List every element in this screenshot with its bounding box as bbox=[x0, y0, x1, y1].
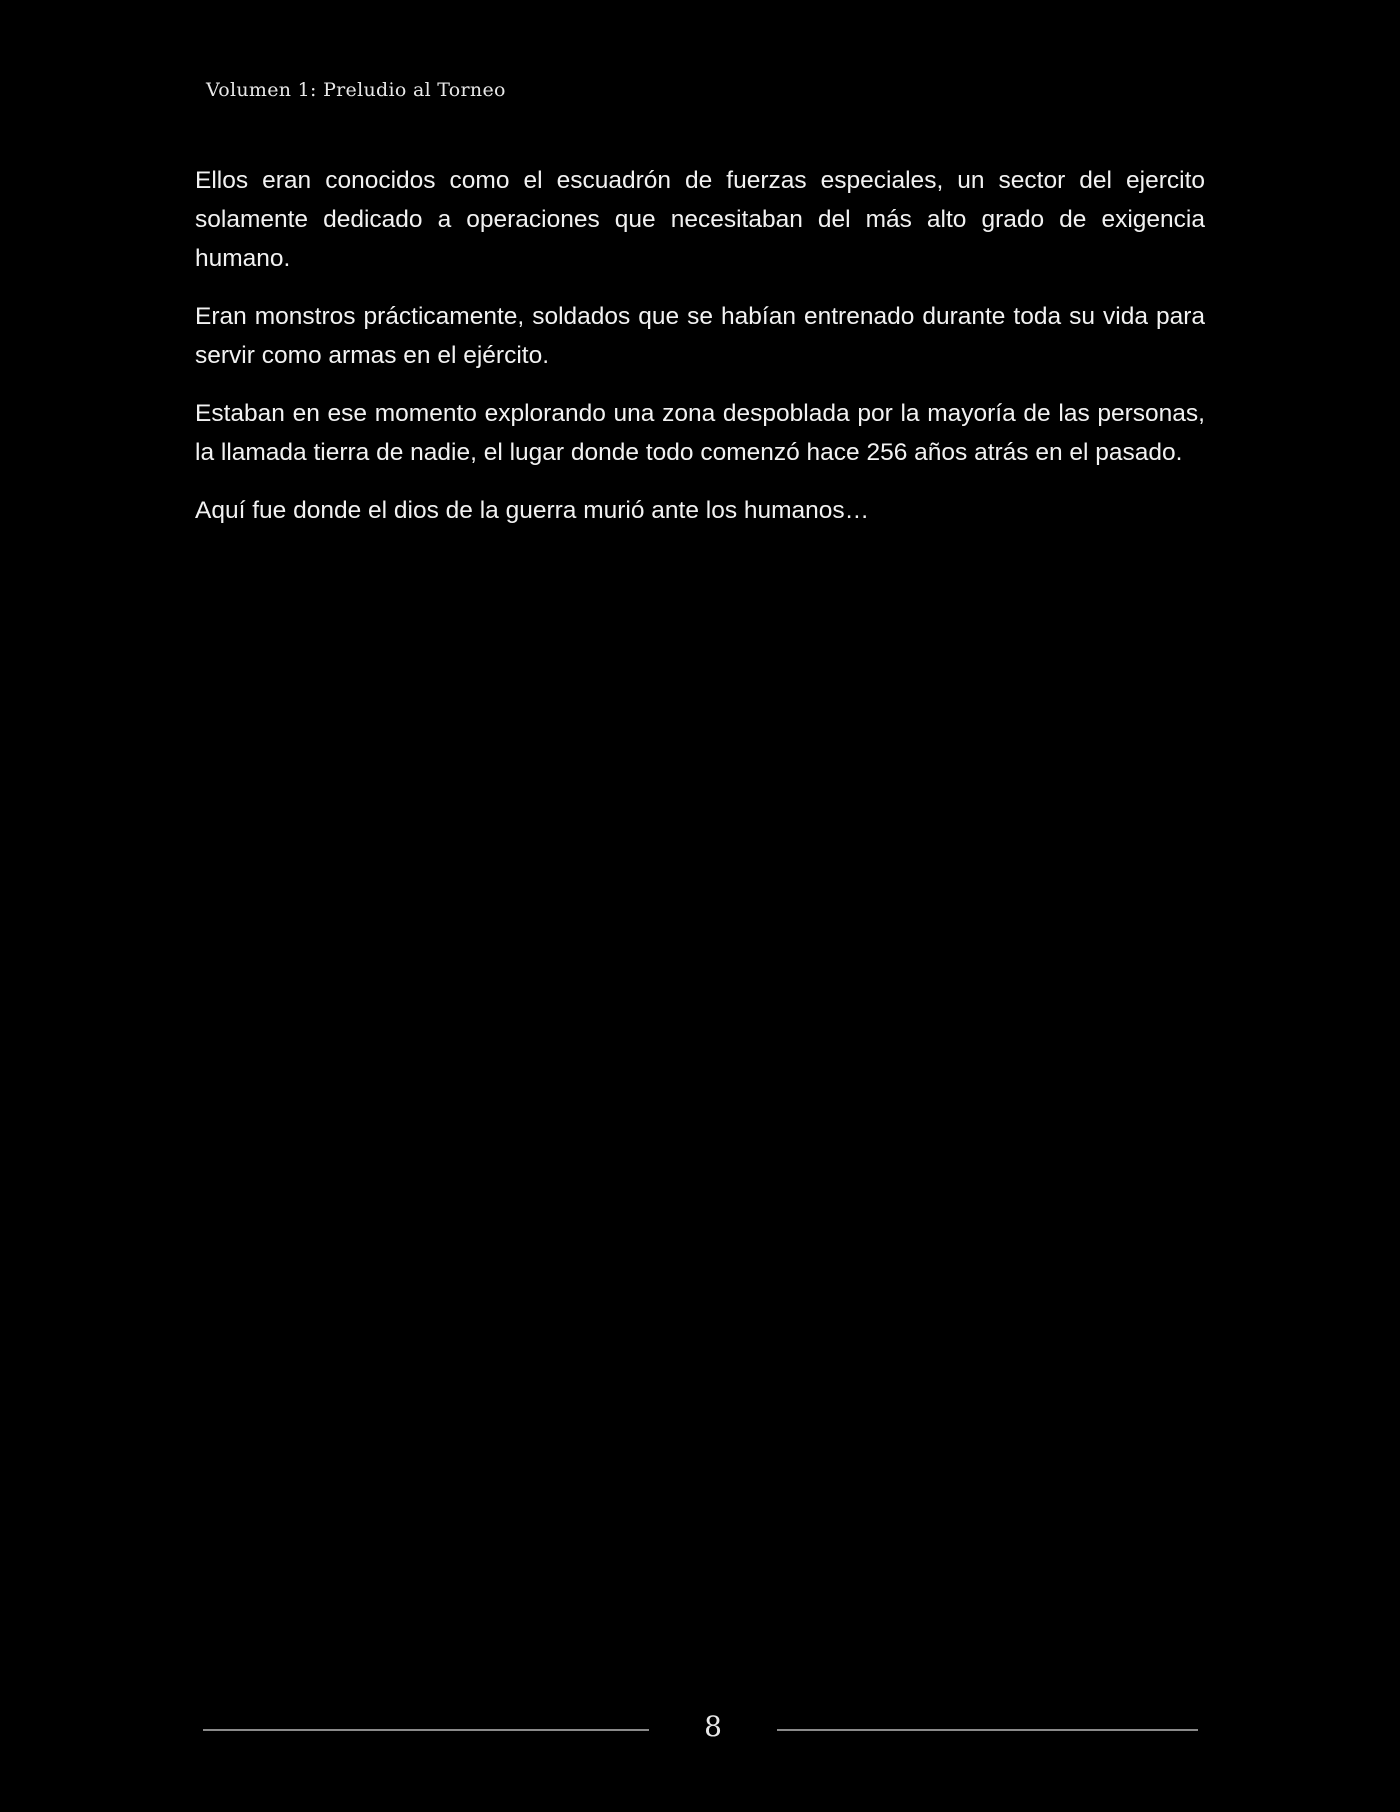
paragraph: Aquí fue donde el dios de la guerra murió ante los humanos… bbox=[195, 497, 870, 524]
paragraph: Ellos eran conocidos como el escuadrón de fuerzas especiales, un sector del ejercito solamente dedicado a operaciones que necesitaban del más alto grado de exigencia humano. bbox=[195, 167, 1205, 272]
footer-rule-right bbox=[777, 1729, 1198, 1731]
page-number: 8 bbox=[704, 1710, 722, 1743]
page-footer bbox=[203, 1705, 1198, 1755]
running-header: Volumen 1: Preludio al Torneo bbox=[206, 79, 506, 101]
footer-rule-left bbox=[203, 1729, 649, 1731]
body-text bbox=[195, 161, 1205, 549]
paragraph: Eran monstros prácticamente, soldados que se habían entrenado durante toda su vida para servir como armas en el ejército. bbox=[195, 303, 1205, 369]
paragraph: Estaban en ese momento explorando una zona despoblada por la mayoría de las personas, la llamada tierra de nadie, el lugar donde todo comenzó hace 256 años atrás en el pasado. bbox=[195, 400, 1205, 466]
